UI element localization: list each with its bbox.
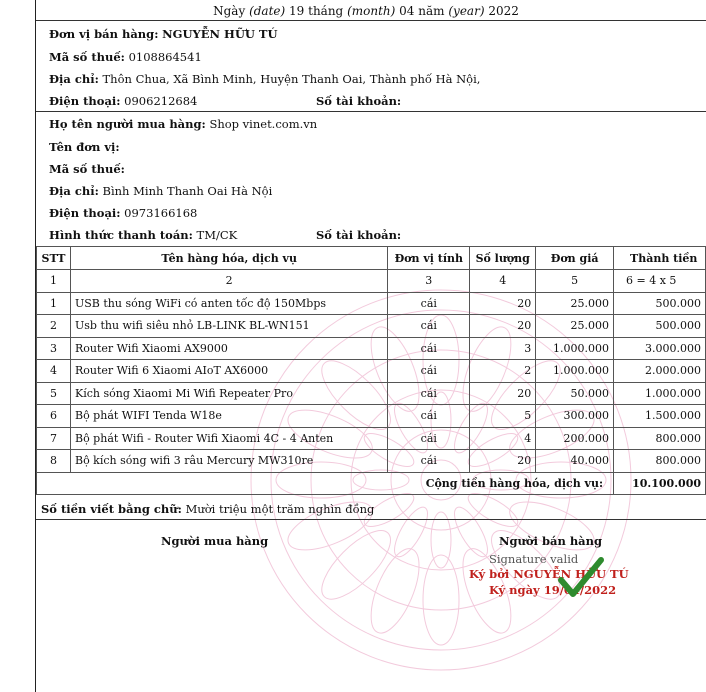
total-label: Cộng tiền hàng hóa, dịch vụ:	[37, 472, 614, 495]
buyer-name: Họ tên người mua hàng: Shop vinet.com.vn	[49, 117, 318, 131]
table-cell: 3.000.000	[614, 337, 706, 360]
table-cell: 5	[470, 405, 536, 428]
table-cell: 20	[470, 315, 536, 338]
divider	[36, 20, 706, 21]
table-cell: 800.000	[614, 450, 706, 473]
table-cell: 1	[37, 270, 71, 293]
table-cell: 3	[37, 337, 71, 360]
col-header: Số lượng	[470, 247, 536, 270]
table-cell: 2	[37, 315, 71, 338]
table-cell: USB thu sóng WiFi có anten tốc độ 150Mbps	[70, 292, 387, 315]
table-cell: 500.000	[614, 315, 706, 338]
table-index-row	[37, 270, 706, 293]
divider	[36, 111, 706, 112]
table-header-row	[37, 247, 706, 270]
signature-valid: Signature valid	[489, 552, 579, 566]
table-row	[37, 405, 706, 428]
table-cell: 8	[37, 450, 71, 473]
col-header: Thành tiền	[614, 247, 706, 270]
table-cell: cái	[388, 450, 470, 473]
table-row	[37, 315, 706, 338]
table-cell: 1	[37, 292, 71, 315]
table-cell: Bộ phát Wifi - Router Wifi Xiaomi 4C - 4 Anten	[70, 427, 387, 450]
table-cell: cái	[388, 360, 470, 383]
date-line: Ngày (date) 19 tháng (month) 04 năm (year) 2022	[213, 4, 519, 18]
total-row	[37, 472, 706, 495]
table-cell: 1.500.000	[614, 405, 706, 428]
table-cell: 800.000	[614, 427, 706, 450]
table-cell: 2	[470, 360, 536, 383]
col-header: Tên hàng hóa, dịch vụ	[70, 247, 387, 270]
table-cell: Usb thu wifi siêu nhỏ LB-LINK BL-WN151	[70, 315, 387, 338]
table-cell: 3	[388, 270, 470, 293]
table-cell: cái	[388, 292, 470, 315]
table-cell: Bộ kích sóng wifi 3 râu Mercury MW310re	[70, 450, 387, 473]
table-cell: Bộ phát WIFI Tenda W18e	[70, 405, 387, 428]
table-cell: 2.000.000	[614, 360, 706, 383]
table-cell: 40.000	[536, 450, 614, 473]
buyer-phone: Điện thoại: 0973166168	[49, 206, 198, 220]
table-cell: 2	[70, 270, 387, 293]
buyer-tax-code: Mã số thuế:	[49, 162, 125, 176]
amount-in-words: Số tiền viết bằng chữ: Mười triệu một trăm nghìn đồng	[41, 502, 375, 516]
table-cell: cái	[388, 405, 470, 428]
table-cell: 1.000.000	[536, 337, 614, 360]
total-value: 10.100.000	[614, 472, 706, 495]
divider	[36, 519, 706, 520]
buyer-signature-title: Người mua hàng	[161, 534, 269, 548]
table-cell: cái	[388, 382, 470, 405]
table-cell: cái	[388, 315, 470, 338]
items-table	[36, 246, 706, 495]
payment-method: Hình thức thanh toán: TM/CK	[49, 228, 238, 242]
signed-by: Ký bởi NGUYỄN HỮU TÚ	[469, 567, 629, 581]
table-cell: cái	[388, 337, 470, 360]
col-header: Đơn giá	[536, 247, 614, 270]
table-cell: 20	[470, 292, 536, 315]
table-cell: 300.000	[536, 405, 614, 428]
table-cell: 6 = 4 x 5	[614, 270, 706, 293]
table-row	[37, 360, 706, 383]
buyer-unit: Tên đơn vị:	[49, 140, 120, 154]
table-cell: 20	[470, 450, 536, 473]
seller-name: Đơn vị bán hàng: NGUYỄN HỮU TÚ	[49, 27, 278, 41]
table-cell: 1.000.000	[536, 360, 614, 383]
table-cell: 20	[470, 382, 536, 405]
table-cell: 5	[536, 270, 614, 293]
table-cell: 4	[470, 270, 536, 293]
table-cell: Kích sóng Xiaomi Mi Wifi Repeater Pro	[70, 382, 387, 405]
table-cell: Router Wifi Xiaomi AX9000	[70, 337, 387, 360]
table-cell: Router Wifi 6 Xiaomi AIoT AX6000	[70, 360, 387, 383]
table-row	[37, 337, 706, 360]
table-cell: 6	[37, 405, 71, 428]
buyer-account: Số tài khoản:	[316, 228, 402, 242]
signed-date: Ký ngày 19/04/2022	[489, 583, 617, 597]
table-row	[37, 292, 706, 315]
table-cell: 3	[470, 337, 536, 360]
table-cell: cái	[388, 427, 470, 450]
seller-tax-code: Mã số thuế: 0108864541	[49, 50, 202, 64]
table-cell: 200.000	[536, 427, 614, 450]
check-icon	[557, 556, 605, 600]
table-cell: 50.000	[536, 382, 614, 405]
seller-address: Địa chỉ: Thôn Chua, Xã Bình Minh, Huyện Thanh Oai, Thành phố Hà Nội,	[49, 72, 481, 86]
seller-signature-title: Người bán hàng	[499, 534, 603, 548]
table-row	[37, 382, 706, 405]
table-cell: 5	[37, 382, 71, 405]
invoice-page	[35, 0, 706, 692]
table-cell: 500.000	[614, 292, 706, 315]
seller-account: Số tài khoản:	[316, 94, 402, 108]
buyer-address: Địa chỉ: Bình Minh Thanh Oai Hà Nội	[49, 184, 273, 198]
table-cell: 25.000	[536, 292, 614, 315]
table-cell: 1.000.000	[614, 382, 706, 405]
table-row	[37, 450, 706, 473]
table-cell: 4	[470, 427, 536, 450]
table-cell: 4	[37, 360, 71, 383]
col-header: Đơn vị tính	[388, 247, 470, 270]
seller-phone: Điện thoại: 0906212684	[49, 94, 198, 108]
table-row	[37, 427, 706, 450]
col-header: STT	[37, 247, 71, 270]
table-cell: 7	[37, 427, 71, 450]
table-cell: 25.000	[536, 315, 614, 338]
